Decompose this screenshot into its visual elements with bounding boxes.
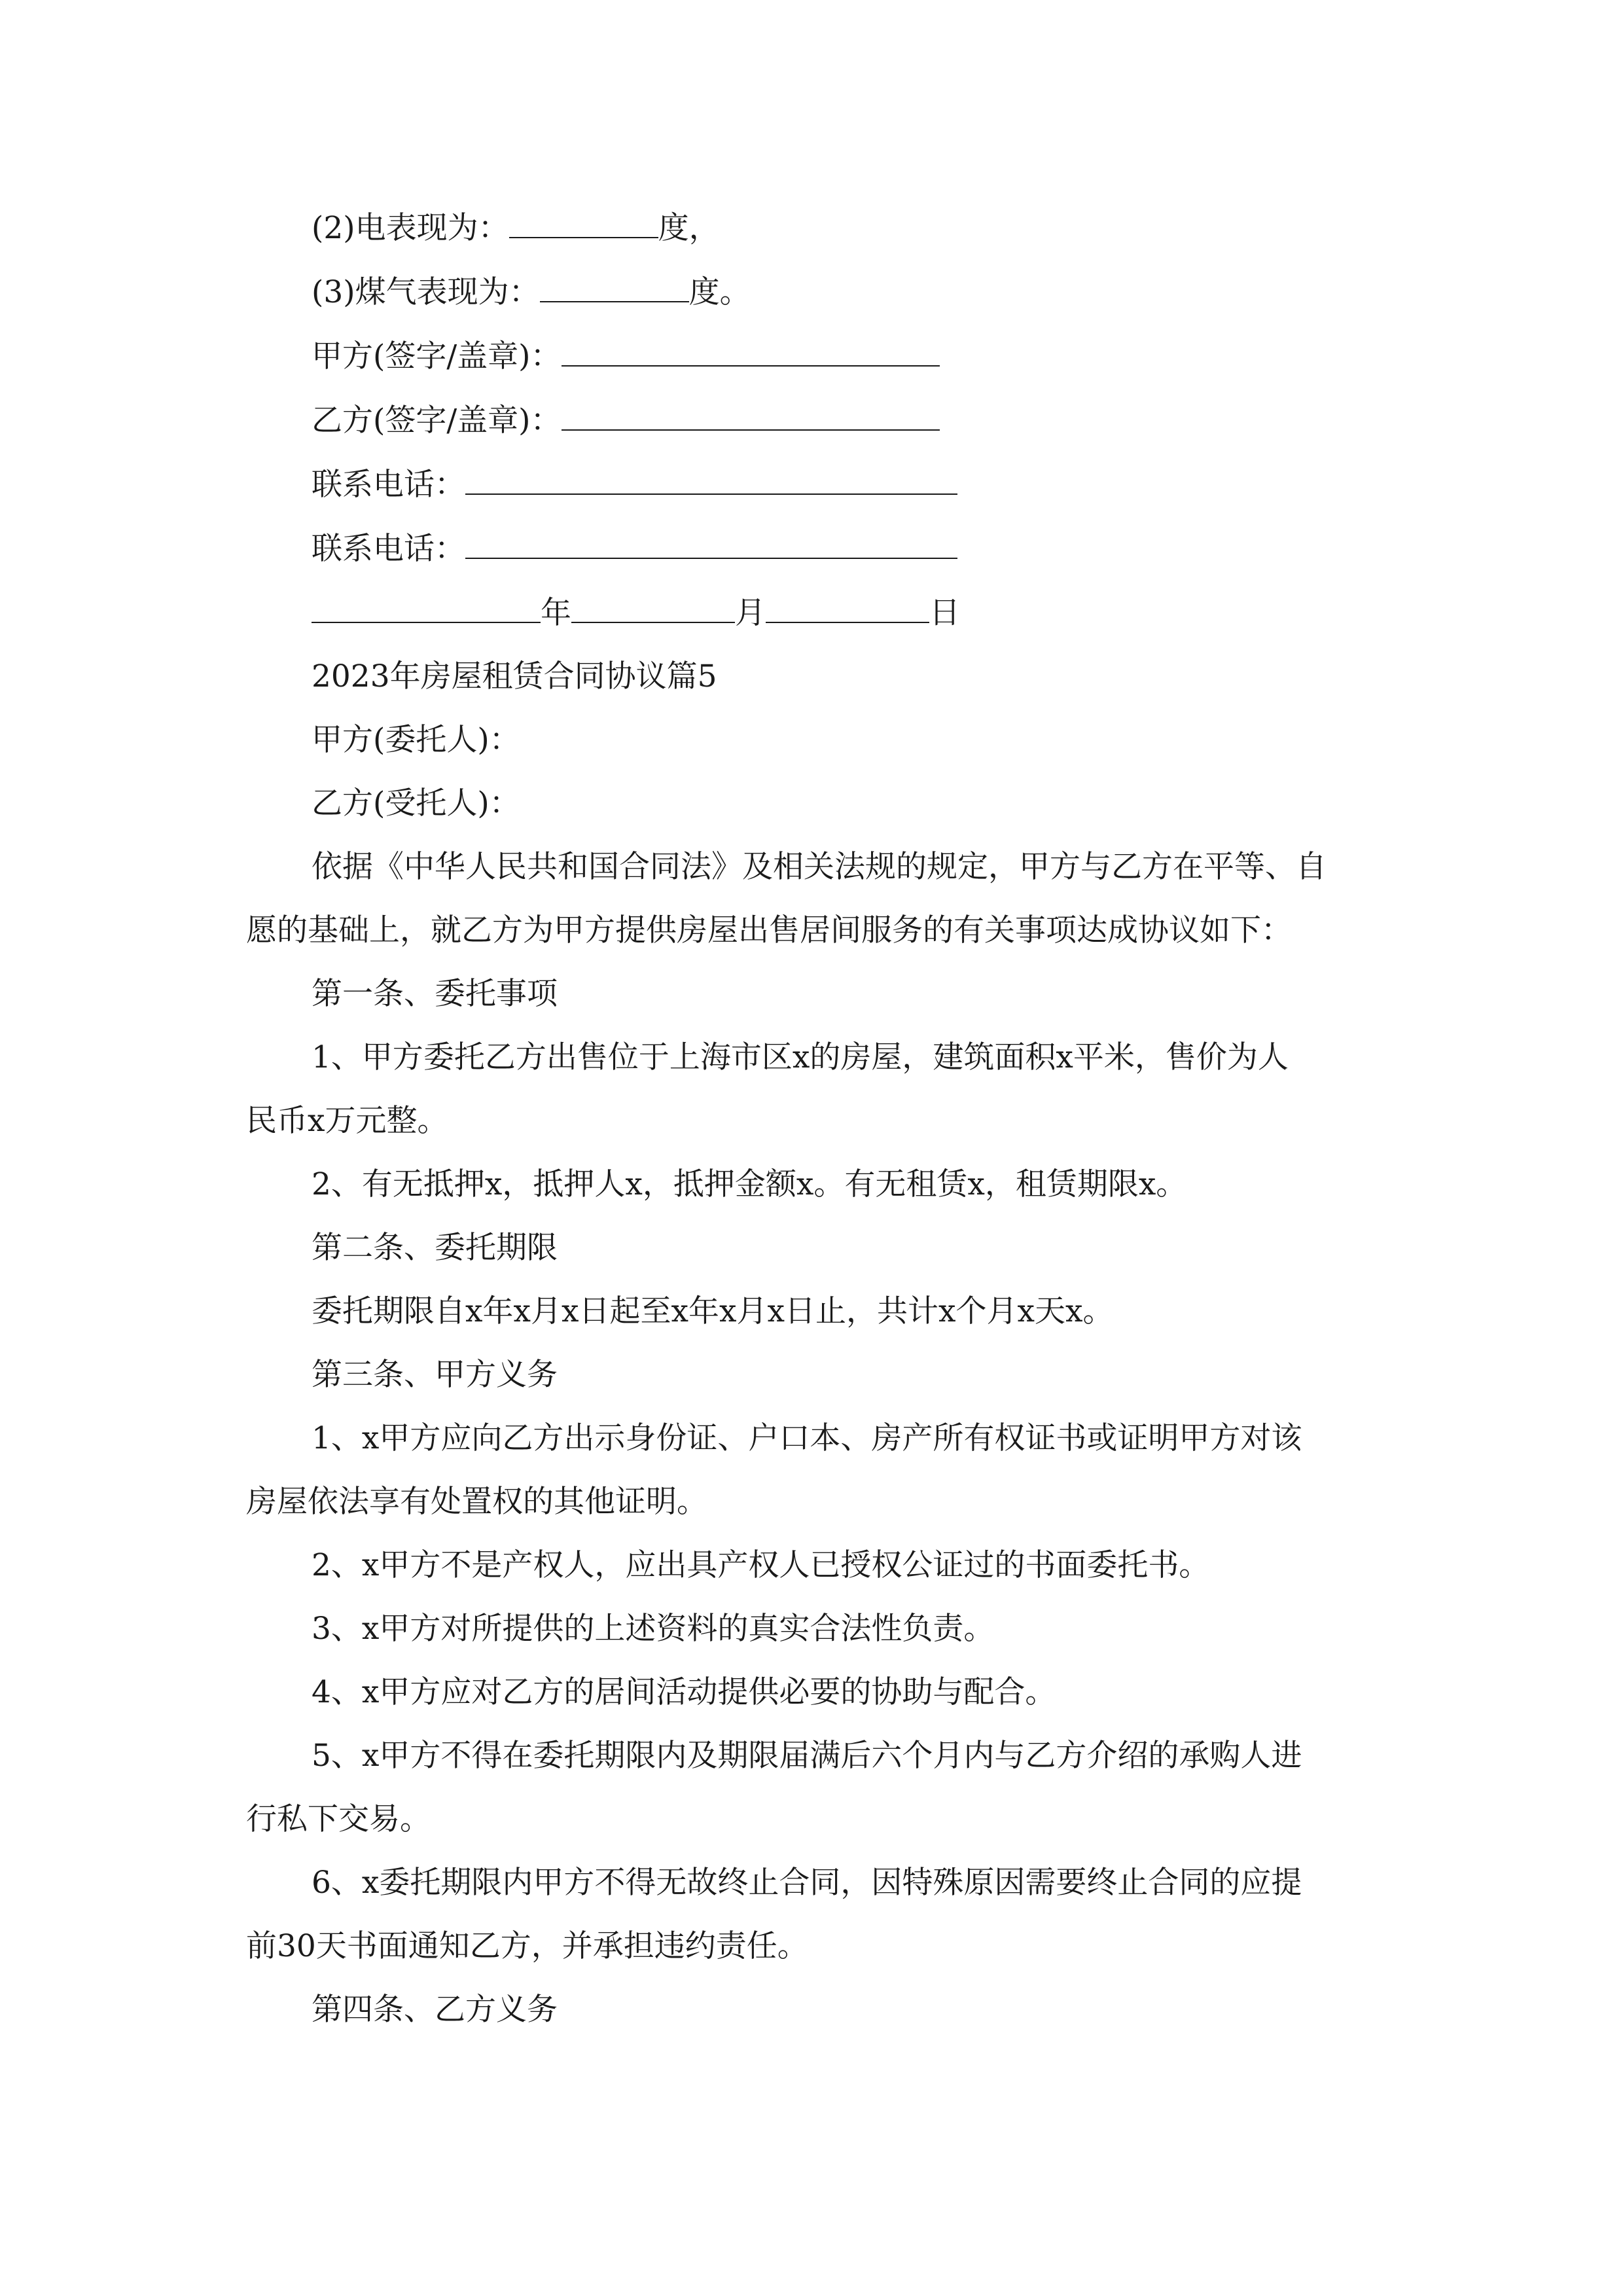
intro-line-2: 愿的基础上，就乙方为甲方提供房屋出售居间服务的有关事项达成协议如下： <box>246 912 1292 948</box>
article-3-item-5-line-1: 5、x甲方不得在委托期限内及期限届满后六个月内与乙方介绍的承购人进 <box>312 1738 1302 1774</box>
gas-meter-blank <box>540 260 689 302</box>
article-3-item-3: 3、x甲方对所提供的上述资料的真实合法性负责。 <box>312 1611 995 1647</box>
party-a-principal: 甲方(委托人)： <box>312 722 520 758</box>
article-1-item-1-line-1: 1、甲方委托乙方出售位于上海市区x的房屋，建筑面积x平米，售价为人 <box>312 1039 1289 1075</box>
article-3-item-6-line-2: 前30天书面通知乙方，并承担违约责任。 <box>246 1928 808 1964</box>
party-b-signature-line <box>312 389 940 453</box>
article-3-item-1-line-1: 1、x甲方应向乙方出示身份证、户口本、房产所有权证书或证明甲方对该 <box>312 1420 1302 1456</box>
electric-meter-line <box>312 196 720 260</box>
intro-line-1: 依据《中华人民共和国合同法》及相关法规的规定，甲方与乙方在平等、自 <box>312 849 1327 885</box>
date-line <box>312 581 960 645</box>
article-3-item-1-line-2: 房屋依法享有处置权的其他证明。 <box>246 1484 707 1520</box>
article-1-item-1-line-2: 民币x万元整。 <box>246 1103 448 1139</box>
gas-meter-unit: 度。 <box>688 274 751 310</box>
year-blank <box>312 581 541 623</box>
phone-label-1: 联系电话： <box>312 467 465 503</box>
month-label: 月 <box>735 595 766 631</box>
article-2-text: 委托期限自x年x月x日起至x年x月x日止，共计x个月x天x。 <box>312 1293 1114 1329</box>
party-b-agent: 乙方(受托人)： <box>312 785 520 821</box>
party-a-signature-label: 甲方(签字/盖章)： <box>312 338 562 374</box>
article-4-title: 第四条、乙方义务 <box>312 1992 558 2028</box>
party-b-signature-label: 乙方(签字/盖章)： <box>312 403 562 439</box>
article-2-title: 第二条、委托期限 <box>312 1230 558 1266</box>
day-label: 日 <box>929 595 960 631</box>
phone-line-1 <box>312 453 957 517</box>
article-1-title: 第一条、委托事项 <box>312 976 558 1012</box>
section-title: 2023年房屋租赁合同协议篇5 <box>312 658 717 694</box>
phone-blank-2 <box>465 517 957 559</box>
gas-meter-line <box>312 260 751 325</box>
month-blank <box>571 581 735 623</box>
phone-blank-1 <box>465 453 957 495</box>
year-label: 年 <box>541 595 571 631</box>
gas-meter-label: (3)煤气表现为： <box>312 274 540 310</box>
electric-meter-unit: 度， <box>658 210 720 246</box>
article-3-title: 第三条、甲方义务 <box>312 1357 558 1393</box>
party-b-signature-blank <box>562 389 940 431</box>
phone-line-2 <box>312 517 957 581</box>
article-3-item-4: 4、x甲方应对乙方的居间活动提供必要的协助与配合。 <box>312 1674 1056 1710</box>
article-3-item-2: 2、x甲方不是产权人，应出具产权人已授权公证过的书面委托书。 <box>312 1547 1210 1583</box>
electric-meter-blank <box>509 196 658 238</box>
article-3-item-5-line-2: 行私下交易。 <box>246 1801 431 1837</box>
article-1-item-2: 2、有无抵押x，抵押人x，抵押金额x。有无租赁x，租赁期限x。 <box>312 1166 1187 1202</box>
electric-meter-label: (2)电表现为： <box>312 210 509 246</box>
party-a-signature-blank <box>562 325 940 367</box>
article-3-item-6-line-1: 6、x委托期限内甲方不得无故终止合同，因特殊原因需要终止合同的应提 <box>312 1865 1302 1901</box>
party-a-signature-line <box>312 325 940 389</box>
phone-label-2: 联系电话： <box>312 531 465 567</box>
day-blank <box>766 581 929 623</box>
